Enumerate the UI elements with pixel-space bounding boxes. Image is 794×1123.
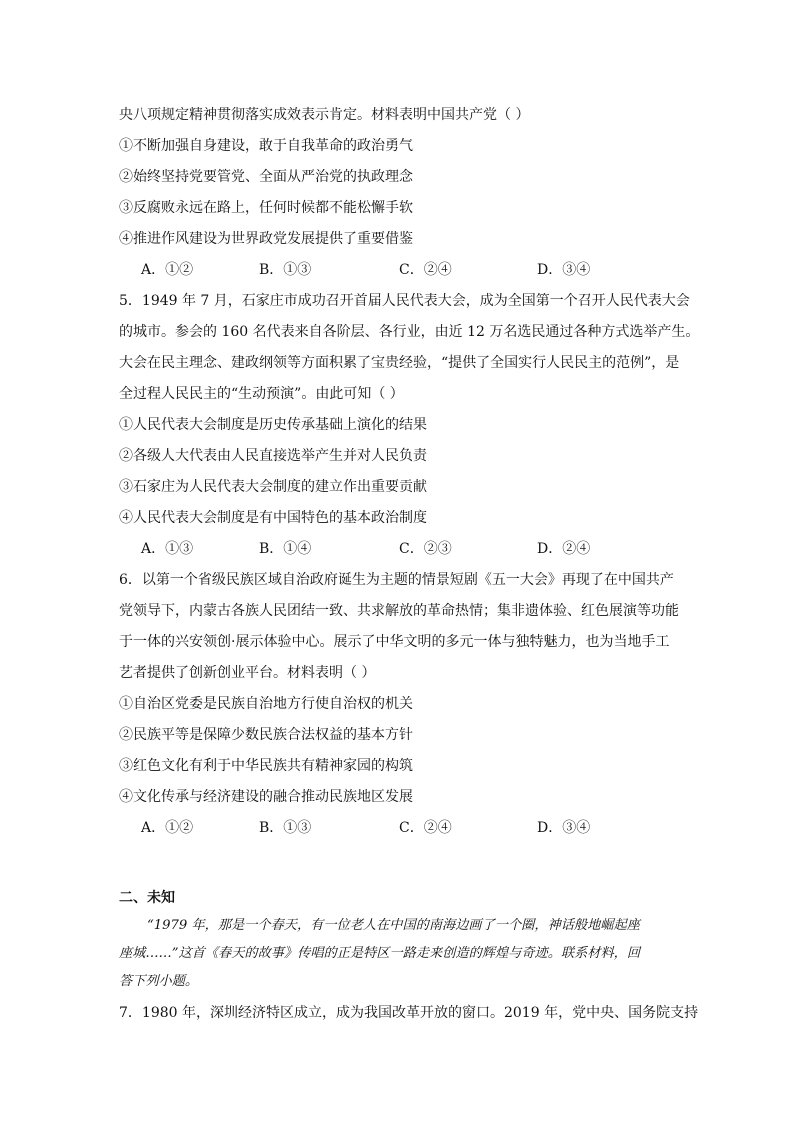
option-b: B．①④ — [259, 541, 312, 557]
choice-item: ①人民代表大会制度是历史传承基础上演化的结果 — [119, 417, 427, 433]
option-d: D．②④ — [537, 541, 591, 557]
question-stem-line: 党领导下，内蒙古各族人民团结一致、共求解放的革命热情；集非遗体验、红色展演等功能 — [119, 603, 679, 619]
question-stem-line: 6．以第一个省级民族区域自治政府诞生为主题的情景短剧《五一大会》再现了在中国共产 — [119, 572, 674, 588]
option-a: A．①③ — [141, 541, 194, 557]
option-c: C．②④ — [399, 820, 452, 836]
question-7-stem: 7．1980 年，深圳经济特区成立，成为我国改革开放的窗口。2019 年，党中央、国务院支持 — [119, 1005, 699, 1021]
option-c: C．②④ — [399, 262, 452, 278]
question-stem-line: 的城市。参会的 160 名代表来自各阶层、各行业，由近 12 万名选民通过各种方式选举产生。 — [119, 324, 700, 340]
option-d: D．③④ — [537, 820, 591, 836]
choice-item: ③反腐败永远在路上，任何时候都不能松懈手软 — [119, 200, 413, 216]
question-5 — [119, 286, 700, 565]
answer-options — [119, 534, 689, 565]
question-stem-line: 大会在民主理念、建政纲领等方面积累了宝贵经验，“提供了全国实行人民民主的范例”，是 — [119, 355, 680, 371]
option-a: A．①② — [141, 820, 194, 836]
question-stem-line: 于一体的兴安领创·展示体验中心。展示了中华文明的多元一体与独特魅力，也为当地手工 — [119, 634, 670, 650]
choice-item: ②民族平等是保障少数民族合法权益的基本方针 — [119, 727, 413, 743]
section-intro — [119, 912, 689, 996]
question-stem-line: 5．1949 年 7 月，石家庄市成功召开首届人民代表大会，成为全国第一个召开人民代表大会 — [119, 293, 690, 309]
question-stem-line: 艺者提供了创新创业平台。材料表明（ ） — [119, 665, 376, 681]
answer-options — [119, 813, 689, 844]
option-b: B．①③ — [259, 262, 312, 278]
question-stem-line: 全过程人民民主的“生动预演”。由此可知（ ） — [119, 386, 404, 402]
choice-item: ②始终坚持党要管党、全面从严治党的执政理念 — [119, 169, 413, 185]
choice-item: ④文化传承与经济建设的融合推动民族地区发展 — [119, 789, 413, 805]
intro-line: “1979 年，那是一个春天，有一位老人在中国的南海边画了一个圈，神话般地崛起座 — [147, 918, 640, 933]
question-stem: 央八项规定精神贯彻落实成效表示肯定。材料表明中国共产党（ ） — [119, 107, 530, 123]
choice-item: ②各级人大代表由人民直接选举产生并对人民负责 — [119, 448, 427, 464]
question-4 — [119, 100, 689, 286]
option-b: B．①③ — [259, 820, 312, 836]
choice-item: ③红色文化有利于中华民族共有精神家园的构筑 — [119, 758, 413, 774]
choice-item: ①自治区党委是民族自治地方行使自治权的机关 — [119, 696, 413, 712]
document-content — [119, 100, 700, 1029]
intro-line: 座城……”这首《春天的故事》传唱的正是特区一路走来创造的辉煌与奇迹。联系材料，回 — [119, 946, 641, 961]
choice-item: ①不断加强自身建设，敢于自我革命的政治勇气 — [119, 138, 413, 154]
answer-options — [119, 255, 689, 286]
option-d: D．③④ — [537, 262, 591, 278]
choice-item: ③石家庄为人民代表大会制度的建立作出重要贡献 — [119, 479, 427, 495]
choice-item: ④推进作风建设为世界政党发展提供了重要借鉴 — [119, 231, 413, 247]
option-a: A．①② — [141, 262, 194, 278]
choice-item: ④人民代表大会制度是有中国特色的基本政治制度 — [119, 510, 427, 526]
intro-line: 答下列小题。 — [119, 974, 199, 989]
section-heading: 二、未知 — [119, 890, 175, 906]
question-6 — [119, 565, 689, 844]
option-c: C．②③ — [399, 541, 452, 557]
